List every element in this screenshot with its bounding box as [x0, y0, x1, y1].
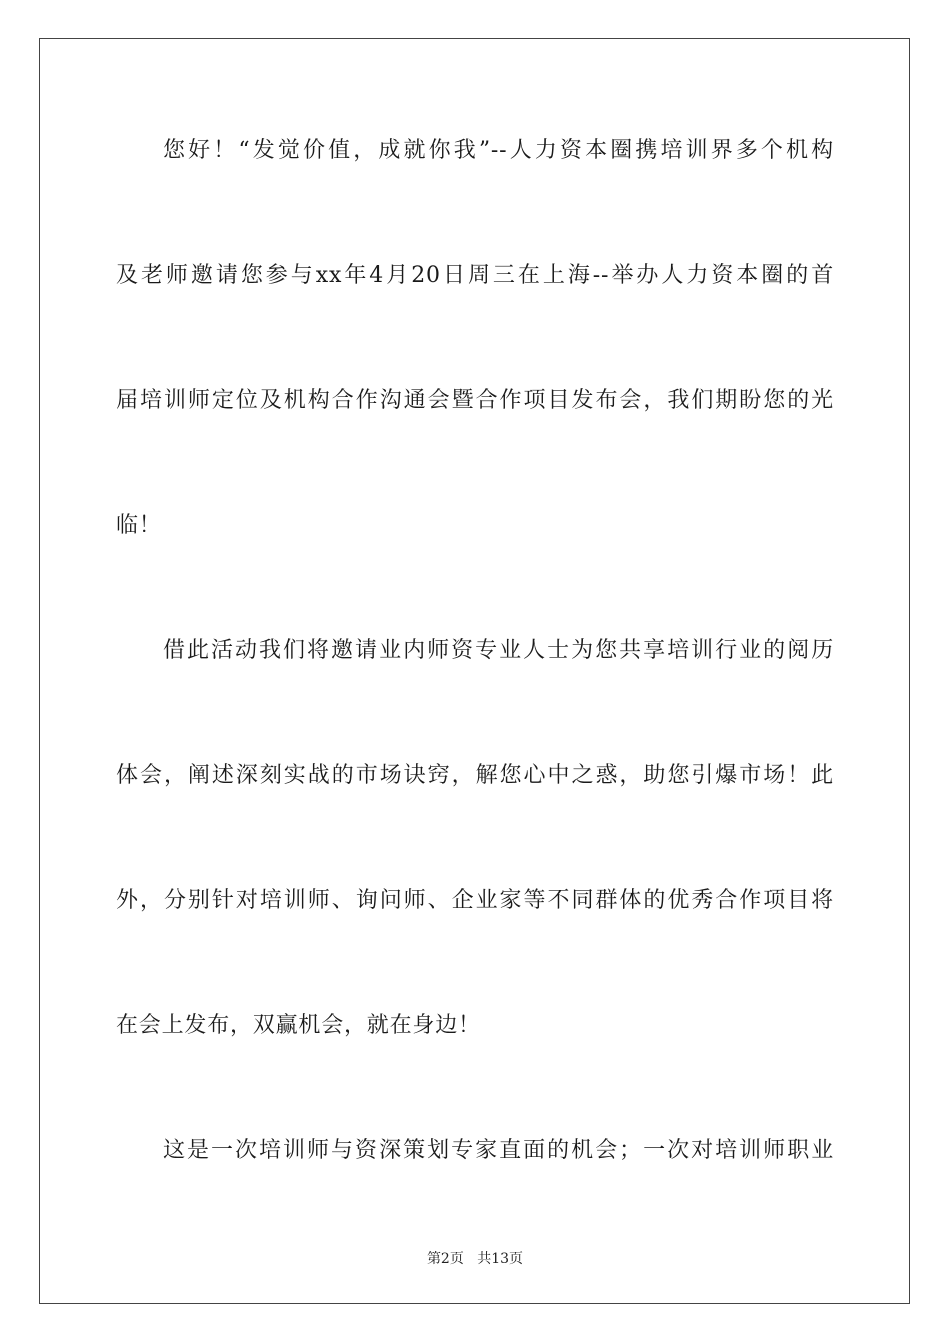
- paragraph-1-line-1: 您好！“发觉价值，成就你我”--人力资本圈携培训界多个机构: [163, 138, 834, 163]
- page-border: [39, 38, 910, 1304]
- page-number: 第2页: [426, 1251, 464, 1267]
- page-footer: [0, 1248, 950, 1268]
- paragraph-2-line-3: 外，分别针对培训师、询问师、企业家等不同群体的优秀合作项目将: [116, 888, 834, 913]
- paragraph-3-line-1: 这是一次培训师与资深策划专家直面的机会；一次对培训师职业: [163, 1138, 834, 1163]
- paragraph-1-line-2: 及老师邀请您参与xx年4月20日周三在上海--举办人力资本圈的首: [116, 263, 834, 288]
- paragraph-2-line-1: 借此活动我们将邀请业内师资专业人士为您共享培训行业的阅历: [163, 638, 834, 663]
- page-total: 共13页: [477, 1251, 524, 1267]
- paragraph-2-line-2: 体会，阐述深刻实战的市场诀窍，解您心中之惑，助您引爆市场！此: [116, 763, 834, 788]
- paragraph-2-line-4: 在会上发布，双赢机会，就在身边！: [116, 1013, 481, 1038]
- paragraph-1-line-4: 临！: [116, 513, 162, 538]
- paragraph-1-line-3: 届培训师定位及机构合作沟通会暨合作项目发布会，我们期盼您的光: [116, 388, 834, 413]
